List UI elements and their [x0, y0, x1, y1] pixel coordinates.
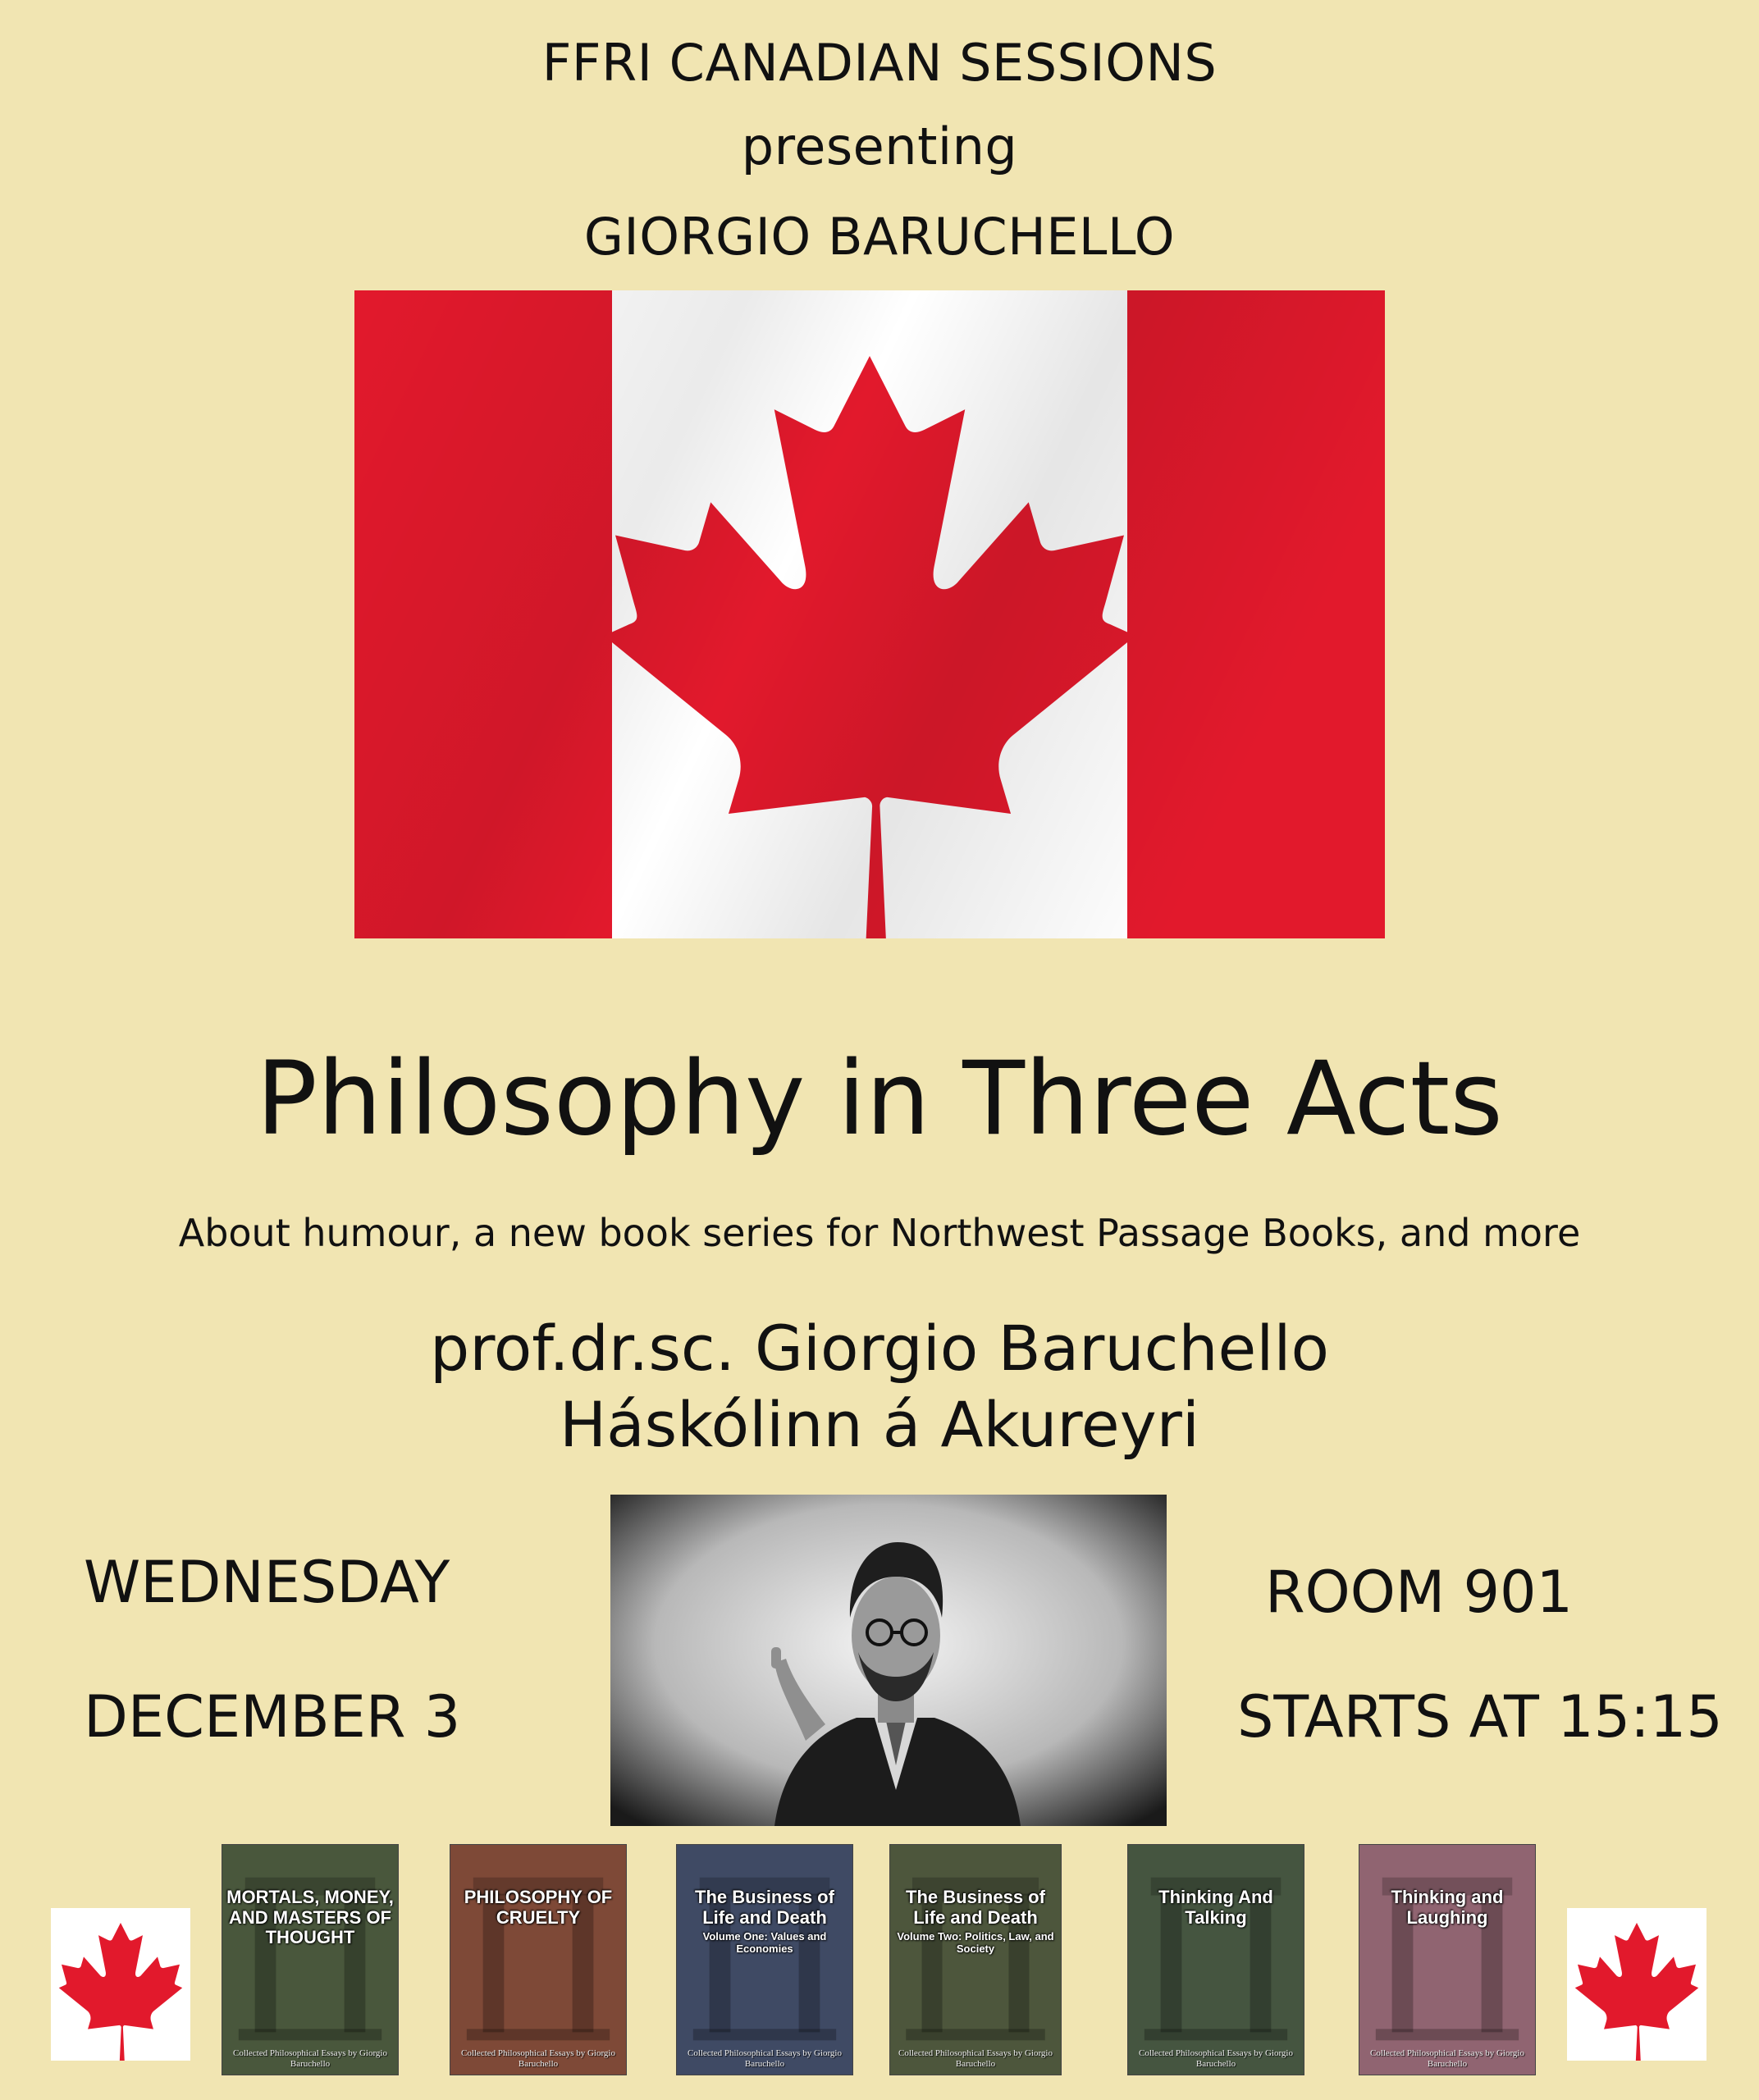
book-footer: Collected Philosophical Essays by Giorgio Baruchello	[687, 2048, 842, 2069]
book-title	[680, 1888, 849, 1955]
event-title: Philosophy in Three Acts	[256, 1040, 1503, 1158]
book-cover	[676, 1844, 853, 2075]
header-line-organizer: FFRI CANADIAN SESSIONS	[541, 33, 1218, 93]
book-cover-art	[1128, 1845, 1304, 2075]
book-title	[1131, 1888, 1300, 1931]
book-cover	[1127, 1844, 1304, 2075]
book-title-text: The Business of Life and Death	[906, 1887, 1045, 1928]
book-footer: Collected Philosophical Essays by Giorgio Baruchello	[898, 2048, 1053, 2069]
speaker-block	[0, 1311, 1759, 1463]
book-title-text: Thinking And Talking	[1158, 1887, 1273, 1928]
event-room: ROOM 901	[1265, 1559, 1574, 1626]
speaker-photo	[610, 1495, 1167, 1826]
event-day: WEDNESDAY	[84, 1549, 450, 1616]
book-cover	[450, 1844, 627, 2075]
book-footer: Collected Philosophical Essays by Giorgio Baruchello	[232, 2048, 387, 2069]
book-cover	[889, 1844, 1062, 2075]
book-cover-art	[1359, 1845, 1535, 2075]
canada-flag-image	[354, 290, 1385, 938]
book-title	[226, 1888, 395, 1952]
book-cover-art	[677, 1845, 852, 2075]
small-flag-left-icon	[51, 1908, 190, 2061]
book-footer: Collected Philosophical Essays by Giorgio Baruchello	[460, 2048, 615, 2069]
book-title	[454, 1888, 623, 1931]
book-title-text: The Business of Life and Death	[695, 1887, 834, 1928]
header-line-presenter: GIORGIO BARUCHELLO	[583, 207, 1176, 267]
book-title-text: MORTALS, MONEY, AND MASTERS OF THOUGHT	[226, 1887, 394, 1948]
book-cover	[222, 1844, 399, 2075]
small-flag-right-icon	[1567, 1908, 1706, 2061]
book-cover	[1359, 1844, 1536, 2075]
event-time: STARTS AT 15:15	[1237, 1683, 1723, 1751]
book-footer: Collected Philosophical Essays by Giorgio Baruchello	[1138, 2048, 1293, 2069]
book-title	[1363, 1888, 1532, 1931]
event-subtitle: About humour, a new book series for Northwest Passage Books, and more	[178, 1211, 1581, 1255]
book-subtitle: Volume Two: Politics, Law, and Society	[897, 1930, 1054, 1955]
speaker-name: prof.dr.sc. Giorgio Baruchello	[429, 1312, 1330, 1385]
book-title-text: PHILOSOPHY OF CRUELTY	[464, 1887, 613, 1928]
book-cover-art	[890, 1845, 1061, 2075]
book-title-text: Thinking and Laughing	[1391, 1887, 1504, 1928]
book-title	[893, 1888, 1058, 1955]
event-date: DECEMBER 3	[84, 1683, 461, 1751]
header-line-presenting: presenting	[741, 116, 1018, 176]
book-cover-art	[450, 1845, 626, 2075]
book-subtitle: Volume One: Values and Economies	[702, 1930, 827, 1955]
book-footer: Collected Philosophical Essays by Giorgio Baruchello	[1369, 2048, 1524, 2069]
speaker-affiliation: Háskólinn á Akureyri	[559, 1387, 1200, 1461]
book-cover-art	[222, 1845, 398, 2075]
